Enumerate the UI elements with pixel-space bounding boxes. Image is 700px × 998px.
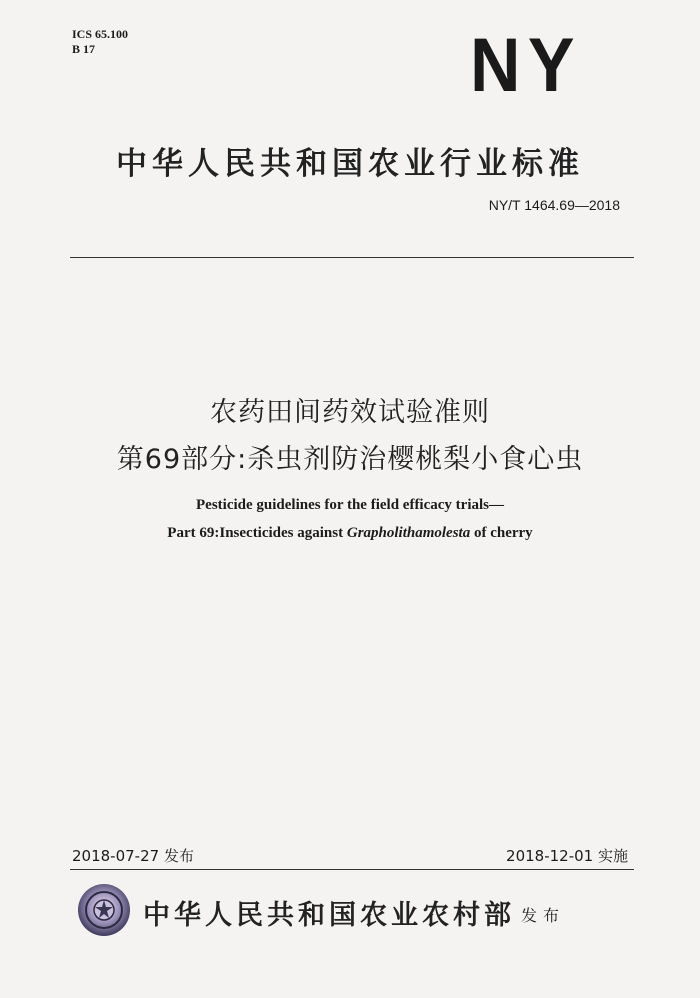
chinese-title-line2: 第69部分:杀虫剂防治樱桃梨小食心虫 [116,444,584,475]
english-title-line1: Pesticide guidelines for the field efficacy trials— [196,497,504,513]
header-divider [70,257,634,258]
english-title-part2: of cherry [470,525,533,541]
species-name: Grapholithamolesta [346,525,471,541]
chinese-title-line1: 农药田间药效试验准则 [210,397,490,428]
footer-divider [70,869,634,870]
classification-codes [72,27,128,57]
english-title-part1: Part 69:Insecticides against [167,525,347,541]
english-title-line2 [0,525,700,542]
ics-code: ICS 65.100 [72,27,129,41]
publish-label: 发布 [521,906,566,925]
ccs-code: B 17 [72,42,96,56]
standard-number: NY/T 1464.69—2018 [488,197,620,213]
publisher-name: 中华人民共和国农业农村部 [143,900,515,931]
national-emblem-icon [77,883,131,937]
standard-title: 中华人民共和国农业行业标准 [116,146,584,182]
ny-logo: NY [470,23,582,108]
implementation-date: 2018-12-01 实施 [506,847,628,865]
issue-date: 2018-07-27 发布 [72,847,194,865]
